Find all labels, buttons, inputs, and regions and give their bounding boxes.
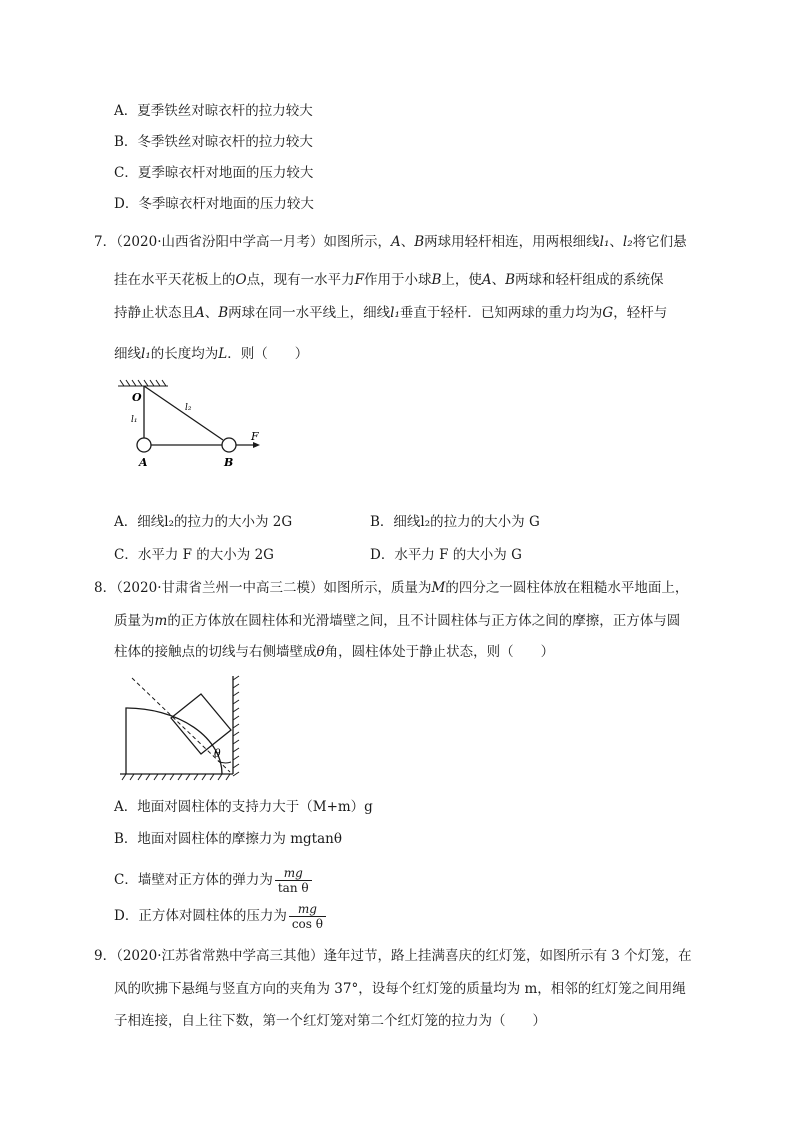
q7-var: A: [481, 272, 492, 288]
q7-text: 两球在同一水平线上，细线: [228, 305, 391, 321]
q7-text: 细线: [114, 346, 141, 362]
wall-hatch: [233, 676, 239, 776]
q8-var: θ: [316, 644, 325, 660]
q8-line-2: [114, 611, 680, 631]
q7-var: A: [195, 305, 205, 321]
q8-option-d: [114, 900, 326, 932]
q8-line-1: [94, 578, 688, 598]
label-l1: l₁: [131, 415, 138, 425]
fraction-denominator: tan θ: [277, 881, 309, 895]
q7-number: 7．: [94, 234, 117, 250]
q7-line-1: [94, 232, 687, 252]
q7-var: l₁: [390, 305, 400, 321]
fraction: [289, 902, 326, 931]
q6-option-c: C．夏季晾衣杆对地面的压力较大: [114, 165, 314, 181]
q7-var: l₁: [141, 346, 151, 362]
q8-number: 8．: [94, 580, 117, 596]
q8-option-c-label: C．墙壁对正方体的弹力为: [114, 872, 273, 888]
q8-text: 的四分之一圆柱体放在粗糙水平地面上，: [445, 580, 689, 596]
q7-text: ，轻杆与: [613, 305, 668, 321]
q8-text: 如图所示，质量为: [323, 580, 432, 596]
ball-b: [222, 438, 236, 452]
q8-text: 柱体的接触点的切线与右侧墙壁成: [114, 644, 317, 660]
q7-diagram: [110, 376, 270, 500]
q7-var: A: [391, 234, 401, 250]
q8-option-c: [114, 864, 312, 896]
q7-text: 作用于小球: [363, 272, 432, 288]
q7-text: 两球用轻杆相连，用两根细线: [424, 234, 600, 250]
q7-text: ．则（ ）: [227, 346, 309, 362]
q7-line-2: [114, 270, 664, 290]
q7-var: B: [431, 272, 442, 288]
q7-var: F: [354, 272, 364, 288]
q7-var: B: [218, 305, 229, 321]
q7-text: 两球和轻杆组成的系统保: [515, 272, 664, 288]
q7-text: 、: [491, 272, 506, 288]
q9-text: 逢年过节，路上挂满喜庆的红灯笼，如图所示有 3 个灯笼，在: [323, 948, 692, 964]
q7-text: 上，使: [441, 272, 482, 288]
q8-var: M: [431, 580, 446, 596]
label-o: O: [132, 391, 142, 404]
q8-line-3: [114, 642, 554, 662]
q9-line-1: [94, 946, 692, 966]
q7-line-3: [114, 303, 667, 323]
q9-line-2: 风的吹拂下悬绳与竖直方向的夹角为 37°，设每个红灯笼的质量均为 m，相邻的红灯笼之间用绳: [114, 981, 686, 997]
q8-var: m: [154, 613, 168, 629]
q7-text: 挂在水平天花板上的: [114, 272, 236, 288]
q8-option-b: B．地面对圆柱体的摩擦力为 mgtanθ: [114, 831, 342, 847]
q7-text: 垂直于轻杆．已知两球的重力均为: [399, 305, 603, 321]
q6-option-d: D．冬季晾衣杆对地面的压力较大: [114, 196, 314, 212]
fraction-numerator: mg: [289, 902, 326, 917]
fraction: [275, 866, 312, 895]
q7-text: 如图所示，: [323, 234, 391, 250]
label-f: F: [251, 430, 259, 443]
q7-line-4: [114, 344, 308, 364]
q7-var: O: [235, 272, 247, 288]
q8-option-a: A．地面对圆柱体的支持力大于（M+m）g: [114, 799, 373, 815]
q7-var: B: [414, 234, 425, 250]
q8-text: 质量为: [114, 613, 155, 629]
q7-option-d: D．水平力 F 的大小为 G: [370, 547, 522, 563]
q7-var: G: [602, 305, 614, 321]
label-b: B: [224, 456, 234, 469]
q7-option-b: B．细线l₂的拉力的大小为 G: [370, 514, 540, 530]
q7-text: 、: [609, 234, 623, 250]
q8-text: 角，圆柱体处于静止状态，则（ ）: [324, 644, 555, 660]
ball-a: [137, 438, 151, 452]
q9-source: （2020·江苏省常熟中学高三其他）: [116, 948, 324, 964]
string-l2: [144, 386, 223, 440]
q7-text: 点，现有一水平力: [246, 272, 355, 288]
fraction-denominator: cos θ: [291, 917, 323, 931]
q7-text: 的长度均为: [150, 346, 219, 362]
q6-option-b: B．冬季铁丝对晾衣杆的拉力较大: [114, 134, 313, 150]
q7-option-c: C．水平力 F 的大小为 2G: [114, 547, 274, 563]
label-l2: l₂: [185, 403, 192, 413]
q9-line-3: 子相连接，自上往下数，第一个红灯笼对第二个红灯笼的拉力为（ ）: [114, 1013, 546, 1029]
q7-source: （2020·山西省汾阳中学高一月考）: [116, 234, 324, 250]
q7-var: l₂: [622, 234, 633, 250]
q7-text: 持静止状态且: [114, 305, 195, 321]
q6-option-a: A．夏季铁丝对晾衣杆的拉力较大: [114, 103, 313, 119]
ceiling-hatch: [118, 380, 168, 386]
q7-option-a: A．细线l₂的拉力的大小为 2G: [114, 514, 293, 530]
q8-option-d-label: D．正方体对圆柱体的压力为: [114, 908, 287, 924]
fraction-numerator: mg: [275, 866, 312, 881]
label-theta: θ: [214, 747, 221, 760]
q8-source: （2020·甘肃省兰州一中高三二模）: [116, 580, 324, 596]
q7-var: l₁: [599, 234, 610, 250]
q8-text: 的正方体放在圆柱体和光滑墙壁之间，且不计圆柱体与正方体之间的摩擦，正方体与圆: [167, 613, 681, 629]
q7-var: B: [505, 272, 516, 288]
q7-var: L: [218, 346, 228, 362]
q9-number: 9．: [94, 948, 117, 964]
q8-diagram: [112, 672, 244, 782]
q7-text: 、: [400, 234, 415, 250]
label-a: A: [139, 456, 148, 469]
floor-hatch: [122, 774, 230, 780]
q7-text: 、: [204, 305, 219, 321]
q7-text: 将它们悬: [632, 234, 687, 250]
